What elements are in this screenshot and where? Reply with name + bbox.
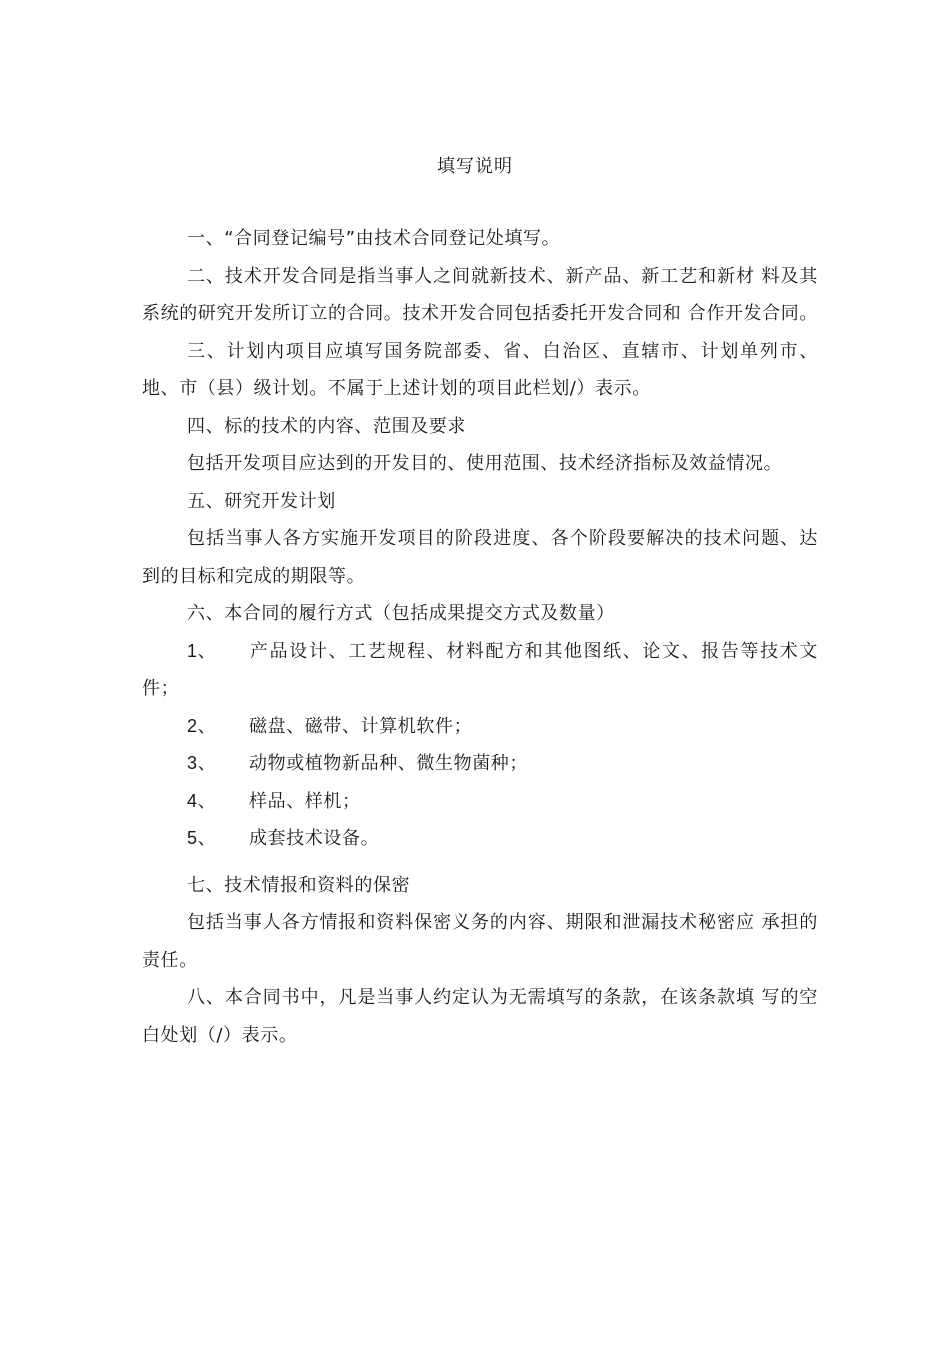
list-item	[142, 633, 818, 708]
list-item	[142, 783, 818, 821]
list-item-number: 4、	[187, 790, 217, 811]
instruction-4-body: 包括开发项目应达到的开发目的、使用范围、技术经济指标及效益情况。	[187, 453, 783, 474]
list-item-text: 磁盘、磁带、计算机软件；	[249, 715, 473, 737]
list-item-text: 产品设计、工艺规程、材料配方和其他图纸、论文、报告等技术文 件；	[142, 640, 818, 699]
list-item-text: 样品、样机；	[249, 790, 361, 812]
page-title: 填写说明	[437, 156, 513, 177]
instruction-5-heading: 五、研究开发计划	[187, 490, 336, 512]
instruction-6-heading: 六、本合同的履行方式（包括成果提交方式及数量）	[187, 603, 615, 624]
list-item-number: 1、	[187, 640, 217, 661]
instruction-7-heading: 七、技术情报和资料的保密	[187, 874, 411, 896]
list-item-number: 5、	[187, 828, 217, 848]
spacer	[142, 858, 818, 867]
instruction-3: 三、计划内项目应填写国务院部委、省、白治区、直辖市、计划单列市、地、市（县）级计划。不属于上述计划的项目此栏划/）表示。	[142, 340, 818, 399]
instruction-8: 八、本合同书中，凡是当事人约定认为无需填写的条款，在该条款填 写的空白处划（/）表示。	[142, 987, 818, 1046]
instruction-5-body: 包括当事人各方实施开发项目的阶段进度、各个阶段要解决的技术问题、达到的目标和完成的期限等。	[142, 528, 818, 587]
list-item-number: 3、	[187, 753, 217, 773]
instructions-body	[142, 220, 818, 1054]
instruction-7-body: 包括当事人各方情报和资料保密义务的内容、期限和泄漏技术秘密应 承担的责任。	[142, 912, 818, 971]
list-item	[142, 820, 818, 858]
instruction-4-heading: 四、标的技术的内容、范围及要求	[187, 415, 466, 437]
list-item-number: 2、	[187, 715, 217, 736]
list-item-text: 动物或植物新品种、微生物菌种；	[249, 753, 528, 774]
list-item	[142, 708, 818, 746]
instruction-1: 一、“合同登记编号”由技术合同登记处填写。	[187, 228, 561, 249]
list-item-text: 成套技术设备。	[249, 828, 380, 849]
list-item	[142, 745, 818, 783]
instruction-2: 二、技术开发合同是指当事人之间就新技术、新产品、新工艺和新材 料及其系统的研究开发所订立的合同。技术开发合同包括委托开发合同和 合作开发合同。	[142, 265, 818, 324]
